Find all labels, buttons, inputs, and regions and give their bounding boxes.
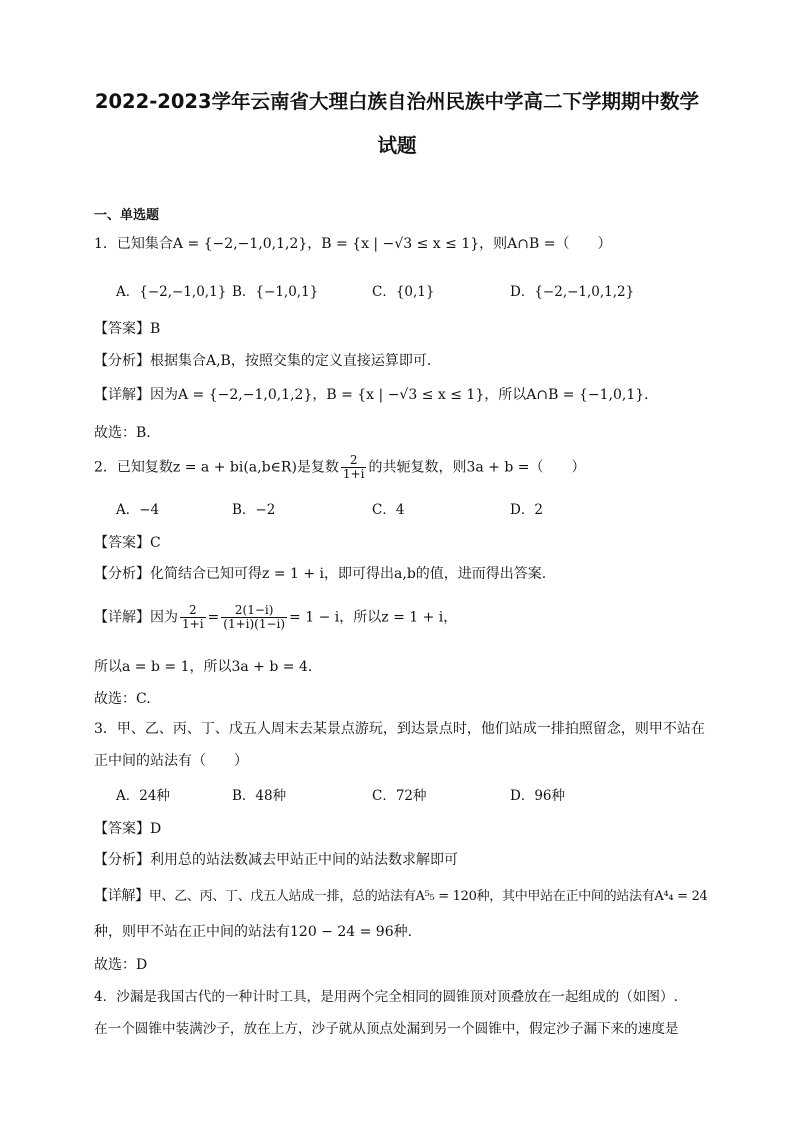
q2-detail <box>94 604 457 631</box>
q1-stem: 1．已知集合A = {−2,−1,0,1,2}，B = {x | −√3 ≤ x ≤ 1}，则A∩B =（ ） <box>94 236 612 252</box>
answer-value: D <box>150 821 162 837</box>
answer-value: C <box>150 535 161 551</box>
q1-answer <box>94 318 160 338</box>
fraction-numerator: 2 <box>180 604 206 618</box>
q2-detail-line2: 所以a = b = 1，所以3a + b = 4. <box>94 659 313 675</box>
answer-tag: 【答案】 <box>94 321 150 337</box>
detail-text: 因为A = {−2,−1,0,1,2}，B = {x | −√3 ≤ x ≤ 1}，所以A∩B = {−1,0,1}. <box>150 387 649 403</box>
fraction-denominator: 1+i <box>182 617 204 631</box>
q3-detail <box>94 885 708 905</box>
q2-conclusion: 故选：C. <box>94 691 151 707</box>
fraction-denominator: 1+i <box>342 467 365 481</box>
analysis-tag: 【分析】 <box>94 852 150 868</box>
q1-analysis <box>94 350 431 370</box>
q1-option-c: C．{0,1} <box>372 284 435 300</box>
q3-detail-line2: 种，则甲不站在正中间的站法有120 − 24 = 96种. <box>94 924 413 940</box>
q1-option-d: D．{−2,−1,0,1,2} <box>510 284 635 300</box>
fraction-denominator: (1+i)(1−i) <box>223 617 286 631</box>
q2-option-d: D．2 <box>510 502 543 518</box>
fraction-numerator: 2(1−i) <box>221 604 287 618</box>
q4-stem-line1: 4．沙漏是我国古代的一种计时工具，是用两个完全相同的圆锥顶对顶叠放在一起组成的（如图）. <box>94 989 678 1005</box>
q2-stem-fraction <box>341 454 367 481</box>
analysis-tag: 【分析】 <box>94 353 150 369</box>
document-title-line2: 试题 <box>377 134 417 157</box>
analysis-text: 根据集合A,B，按照交集的定义直接运算即可. <box>150 353 432 369</box>
q2-analysis <box>94 563 546 583</box>
q2-stem <box>94 454 585 481</box>
detail-text-a: 因为 <box>150 609 178 626</box>
q2-option-b: B．−2 <box>232 502 276 518</box>
q1-option-b: B．{−1,0,1} <box>232 284 319 300</box>
detail-tag: 【详解】 <box>94 609 150 626</box>
detail-fraction-2 <box>221 604 287 631</box>
analysis-text: 利用总的站法数减去甲站正中间的站法数求解即可 <box>150 852 458 868</box>
fraction-numerator: 2 <box>341 454 367 468</box>
detail-text-b: = 1 − i，所以z = 1 + i， <box>289 609 458 626</box>
answer-tag: 【答案】 <box>94 535 150 551</box>
q3-option-d: D．96种 <box>510 788 566 804</box>
q3-option-c: C．72种 <box>372 788 427 804</box>
q3-answer <box>94 818 161 838</box>
detail-equals: = <box>207 609 220 626</box>
answer-value: B <box>150 321 161 337</box>
q4-stem-line2: 在一个圆锥中装满沙子，放在上方，沙子就从顶点处漏到另一个圆锥中，假定沙子漏下来的速度是 <box>94 1021 679 1037</box>
q3-stem-line1: 3．甲、乙、丙、丁、戊五人周末去某景点游玩，到达景点时，他们站成一排拍照留念，则甲不站在 <box>94 721 705 737</box>
analysis-tag: 【分析】 <box>94 566 150 582</box>
answer-tag: 【答案】 <box>94 821 150 837</box>
document-title-line1: 2022-2023学年云南省大理白族自治州民族中学高二下学期期中数学 <box>94 90 700 113</box>
q3-option-b: B．48种 <box>232 788 287 804</box>
q3-conclusion: 故选：D <box>94 957 148 973</box>
detail-tag: 【详解】 <box>94 888 149 904</box>
analysis-text: 化简结合已知可得z = 1 + i，即可得出a,b的值，进而得出答案. <box>150 566 547 582</box>
q3-option-a: A．24种 <box>116 788 170 804</box>
q2-option-a: A．−4 <box>116 502 160 518</box>
detail-fraction-1 <box>180 604 206 631</box>
section-heading: 一、单选题 <box>94 208 160 223</box>
q1-detail <box>94 384 649 404</box>
q3-stem-line2: 正中间的站法有（ ） <box>94 753 248 769</box>
q2-option-c: C．4 <box>372 502 405 518</box>
detail-text: 甲、乙、丙、丁、戊五人站成一排，总的站法有A⁵₅ = 120种，其中甲站在正中间的站法有A⁴₄ = 24 <box>148 889 708 904</box>
q2-answer <box>94 532 161 552</box>
q3-analysis <box>94 849 458 869</box>
detail-tag: 【详解】 <box>94 387 150 403</box>
q2-stem-part-b: 的共轭复数，则3a + b =（ ） <box>368 459 586 476</box>
q1-conclusion: 故选：B. <box>94 425 151 441</box>
q2-stem-part-a: 2．已知复数z = a + bi(a,b∈R)是复数 <box>94 459 339 476</box>
q1-option-a: A．{−2,−1,0,1} <box>116 284 227 300</box>
